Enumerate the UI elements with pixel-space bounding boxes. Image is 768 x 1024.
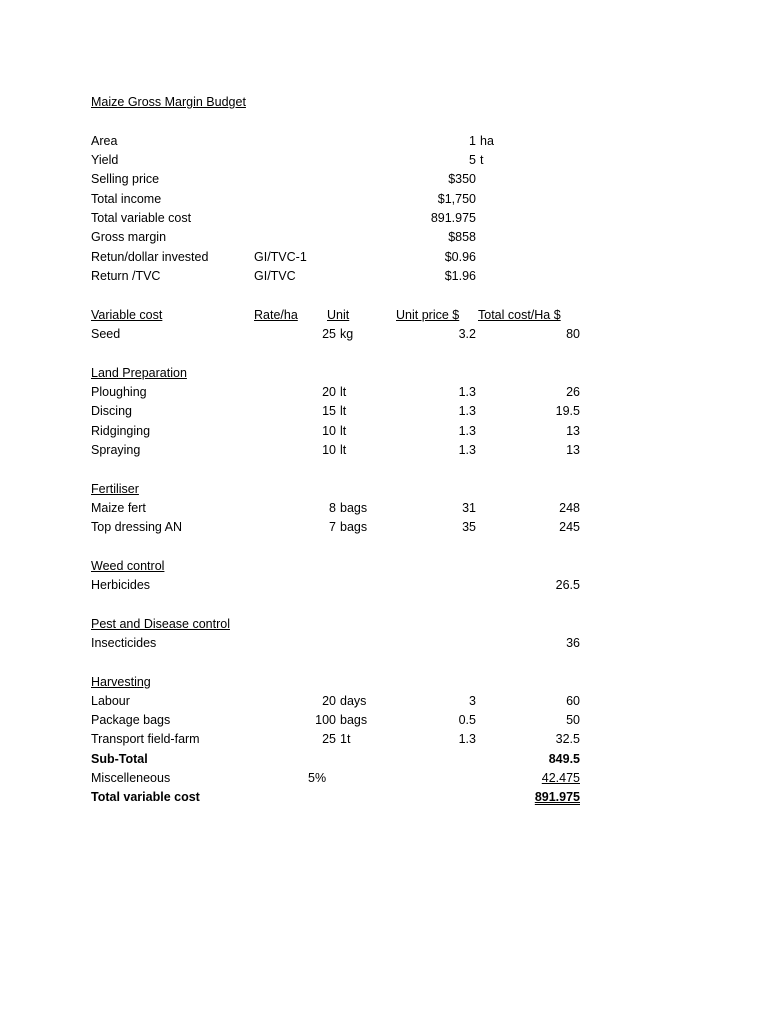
misc-row <box>0 769 768 788</box>
summary-row <box>0 267 768 286</box>
tvc-value: 891.975 <box>534 790 580 804</box>
subtotal-label: Sub-Total <box>91 752 148 766</box>
row-total: 248 <box>559 501 580 515</box>
row-total: 32.5 <box>555 732 580 746</box>
row-label: Discing <box>91 404 132 418</box>
row-unit: 1t <box>340 732 351 746</box>
header-rate: Rate/ha <box>254 308 298 322</box>
summary-value: $0.96 <box>444 250 476 264</box>
table-row <box>0 692 768 711</box>
row-label: Herbicides <box>91 578 151 592</box>
summary-row <box>0 248 768 267</box>
table-row <box>0 518 768 537</box>
table-row <box>0 576 768 595</box>
row-rate: 25 <box>322 732 336 746</box>
row-unit: bags <box>340 501 368 515</box>
summary-value: $1,750 <box>437 192 476 206</box>
title-line <box>0 93 768 112</box>
row-total: 19.5 <box>555 404 580 418</box>
summary-label: Retun/dollar invested <box>91 250 209 264</box>
table-row <box>0 730 768 749</box>
row-rate: 7 <box>329 520 336 534</box>
section-title <box>0 557 768 576</box>
row-rate: 20 <box>322 694 336 708</box>
summary-label: Gross margin <box>91 230 167 244</box>
summary-row <box>0 209 768 228</box>
row-label: Ploughing <box>91 385 147 399</box>
row-rate: 100 <box>315 713 336 727</box>
summary-row <box>0 190 768 209</box>
row-rate: 20 <box>322 385 336 399</box>
header-total-cost: Total cost/Ha $ <box>478 308 561 322</box>
summary-row <box>0 170 768 189</box>
row-total: 13 <box>566 443 580 457</box>
subtotal-value: 849.5 <box>548 752 580 766</box>
row-total: 13 <box>566 424 580 438</box>
tvc-row <box>0 788 768 807</box>
row-total: 26 <box>566 385 580 399</box>
summary-row <box>0 151 768 170</box>
row-unit: lt <box>340 424 347 438</box>
row-rate: 10 <box>322 424 336 438</box>
row-label: Transport field-farm <box>91 732 200 746</box>
summary-label: Yield <box>91 153 119 167</box>
tvc-label: Total variable cost <box>91 790 200 804</box>
summary-label: Selling price <box>91 172 160 186</box>
section-weed-control: Weed control <box>91 559 165 573</box>
section-fertiliser: Fertiliser <box>91 482 139 496</box>
row-unit: kg <box>340 327 354 341</box>
misc-rate: 5% <box>308 771 327 785</box>
row-unit-price: 3.2 <box>458 327 476 341</box>
summary-label: Area <box>91 134 118 148</box>
section-land-preparation: Land Preparation <box>91 366 187 380</box>
row-unit-price: 1.3 <box>458 424 476 438</box>
summary-value: 891.975 <box>430 211 476 225</box>
summary-row <box>0 228 768 247</box>
row-label: Insecticides <box>91 636 157 650</box>
subtotal-row <box>0 750 768 769</box>
summary-label: Return /TVC <box>91 269 161 283</box>
row-unit-price: 1.3 <box>458 443 476 457</box>
summary-unit: ha <box>480 134 494 148</box>
summary-unit: t <box>480 153 484 167</box>
row-rate: 25 <box>322 327 336 341</box>
summary-formula: GI/TVC-1 <box>254 250 307 264</box>
table-row <box>0 634 768 653</box>
table-row <box>0 711 768 730</box>
summary-value: $350 <box>448 172 476 186</box>
row-unit: lt <box>340 443 347 457</box>
summary-value: 1 <box>469 134 476 148</box>
row-unit-price: 0.5 <box>458 713 476 727</box>
row-unit-price: 31 <box>462 501 476 515</box>
section-title <box>0 480 768 499</box>
misc-label: Miscelleneous <box>91 771 171 785</box>
section-title <box>0 673 768 692</box>
row-rate: 10 <box>322 443 336 457</box>
summary-value: $1.96 <box>444 269 476 283</box>
section-title <box>0 364 768 383</box>
table-row <box>0 422 768 441</box>
table-header <box>0 306 768 325</box>
header-unit-price: Unit price $ <box>396 308 460 322</box>
header-unit: Unit <box>327 308 350 322</box>
row-rate: 8 <box>329 501 336 515</box>
row-total: 245 <box>559 520 580 534</box>
row-label: Maize fert <box>91 501 146 515</box>
table-row <box>0 325 768 344</box>
summary-row <box>0 132 768 151</box>
section-harvesting: Harvesting <box>91 675 151 689</box>
row-label: Spraying <box>91 443 141 457</box>
row-unit-price: 35 <box>462 520 476 534</box>
summary-label: Total variable cost <box>91 211 192 225</box>
row-total: 60 <box>566 694 580 708</box>
summary-label: Total income <box>91 192 162 206</box>
misc-value: 42.475 <box>541 771 580 785</box>
row-label: Seed <box>91 327 121 341</box>
table-row <box>0 402 768 421</box>
row-unit: bags <box>340 713 368 727</box>
row-unit: lt <box>340 385 347 399</box>
row-total: 26.5 <box>555 578 580 592</box>
row-unit: days <box>340 694 367 708</box>
row-label: Top dressing AN <box>91 520 183 534</box>
row-unit: lt <box>340 404 347 418</box>
row-unit-price: 3 <box>469 694 476 708</box>
summary-value: 5 <box>469 153 476 167</box>
section-title <box>0 615 768 634</box>
table-row <box>0 383 768 402</box>
row-unit-price: 1.3 <box>458 732 476 746</box>
summary-formula: GI/TVC <box>254 269 296 283</box>
table-row <box>0 499 768 518</box>
page-title: Maize Gross Margin Budget <box>91 95 246 109</box>
row-label: Labour <box>91 694 130 708</box>
row-unit: bags <box>340 520 368 534</box>
table-row <box>0 441 768 460</box>
row-unit-price: 1.3 <box>458 404 476 418</box>
header-variable-cost: Variable cost <box>91 308 163 322</box>
row-unit-price: 1.3 <box>458 385 476 399</box>
summary-value: $858 <box>448 230 476 244</box>
row-total: 80 <box>566 327 580 341</box>
row-total: 36 <box>566 636 580 650</box>
row-label: Ridginging <box>91 424 151 438</box>
section-pest-disease: Pest and Disease control <box>91 617 230 631</box>
row-rate: 15 <box>322 404 336 418</box>
row-total: 50 <box>566 713 580 727</box>
row-label: Package bags <box>91 713 171 727</box>
